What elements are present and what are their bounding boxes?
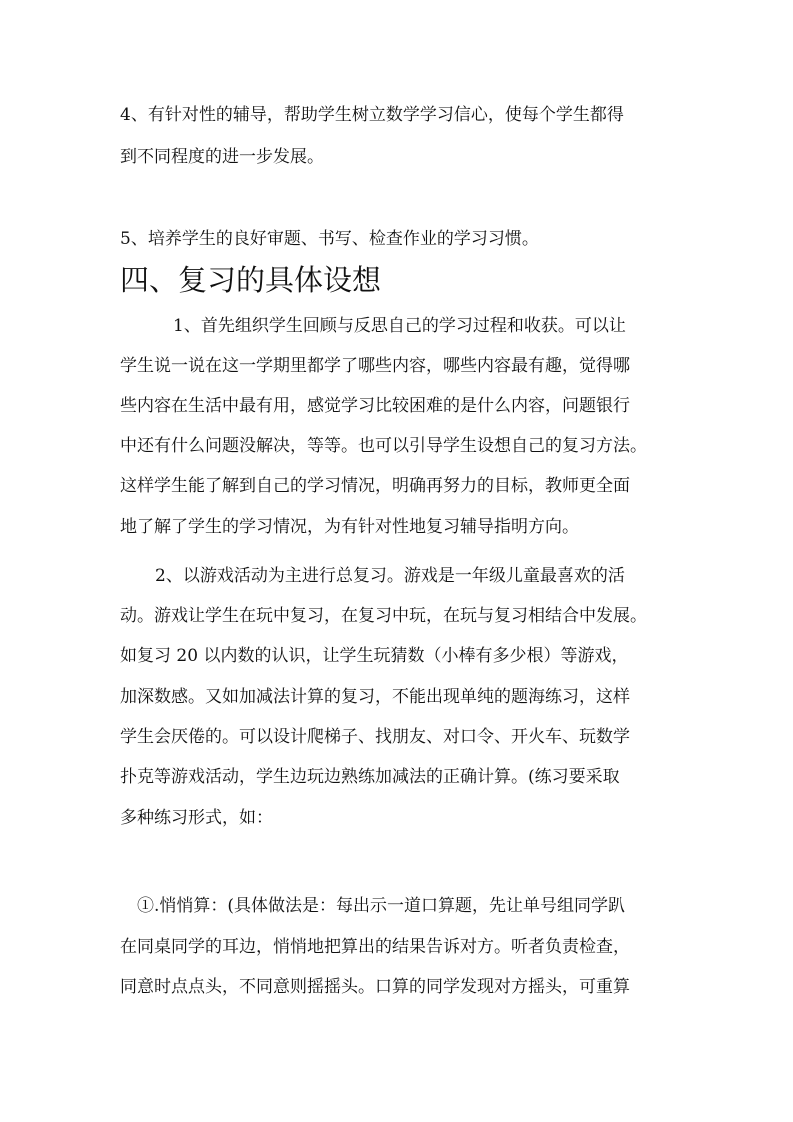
item-4-line-1: 4、有针对性的辅导，帮助学生树立数学学习信心，使每个学生都得 <box>120 105 624 125</box>
para2-line-7: 多种练习形式，如： <box>120 808 273 828</box>
para1-line-4: 中还有什么问题没解决，等等。也可以引导学生设想自己的复习方法。 <box>120 436 647 456</box>
para1-line-2: 学生说一说在这一学期里都学了哪些内容，哪些内容最有趣，觉得哪 <box>120 356 630 376</box>
item-4-line-2: 到不同程度的进一步发展。 <box>120 147 324 167</box>
section-heading: 四、复习的具体设想 <box>120 263 382 297</box>
para1-line-5: 这样学生能了解到自己的学习情况，明确再努力的目标，教师更全面 <box>120 476 630 496</box>
para1-line-1: 1、首先组织学生回顾与反思自己的学习过程和收获。可以让 <box>173 316 626 336</box>
item-5: 5、培养学生的良好审题、书写、检查作业的学习习惯。 <box>120 229 539 249</box>
para3-line-3: 同意时点点头，不同意则摇摇头。口算的同学发现对方摇头，可重算 <box>120 977 630 997</box>
para2-line-5: 学生会厌倦的。可以设计爬梯子、找朋友、对口令、开火车、玩数学 <box>120 727 630 747</box>
para3-line-1: ①.悄悄算：(具体做法是：每出示一道口算题，先让单号组同学趴 <box>137 896 626 916</box>
para2-line-1: 2、以游戏活动为主进行总复习。游戏是一年级儿童最喜欢的活 <box>155 566 625 586</box>
para3-line-2: 在同桌同学的耳边，悄悄地把算出的结果告诉对方。听者负责检查， <box>120 937 630 957</box>
para2-line-2: 动。游戏让学生在玩中复习，在复习中玩，在玩与复习相结合中发展。 <box>120 606 647 626</box>
para2-line-3: 如复习 20 以内数的认识，让学生玩猜数（小棒有多少根）等游戏， <box>120 646 629 666</box>
para2-line-6: 扑克等游戏活动，学生边玩边熟练加减法的正确计算。(练习要采取 <box>120 767 620 787</box>
para1-line-6: 地了解了学生的学习情况，为有针对性地复习辅导指明方向。 <box>120 517 579 537</box>
para2-line-4: 加深数感。又如加减法计算的复习，不能出现单纯的题海练习，这样 <box>120 687 630 707</box>
para1-line-3: 些内容在生活中最有用，感觉学习比较困难的是什么内容，问题银行 <box>120 396 630 416</box>
